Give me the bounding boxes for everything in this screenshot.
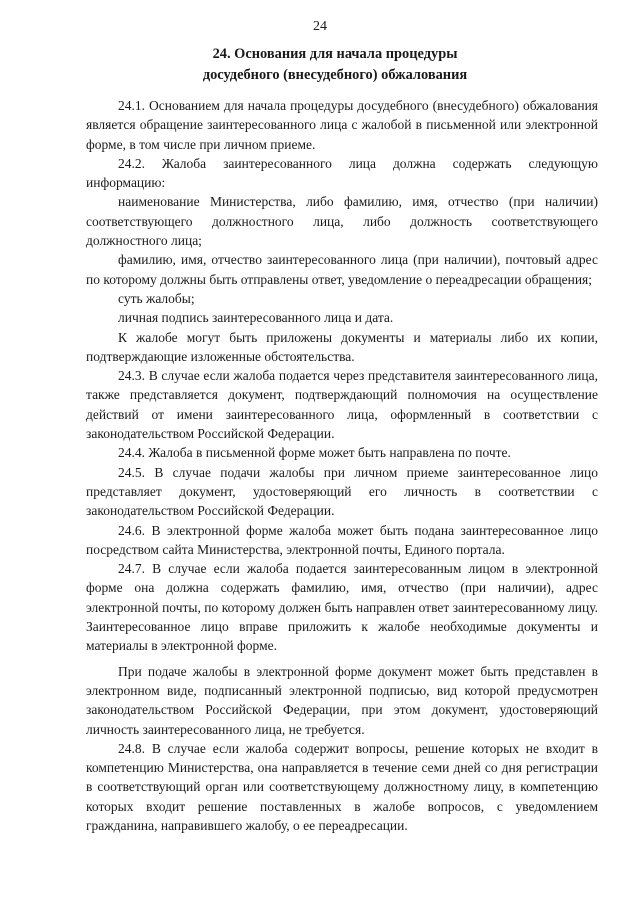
list-item-signature-date: личная подпись заинтересованного лица и дата. xyxy=(118,310,394,326)
paragraph-24-4: 24.4. Жалоба в письменной форме может быть направлена по почте. xyxy=(118,445,511,461)
paragraph-24-7: 24.7. В случае если жалоба подается заинтересованным лицом в электронной форме она должна содержать фамилию, имя, отчество (при наличии), адрес электронной почты, по которому должен быть направлен ответ заинтересованному лицу. Заинтересованное лицо вправе приложить к жалобе необходимые документы и материалы в электронной форме. xyxy=(86,561,598,654)
paragraph-electronic-submission: При подаче жалобы в электронной форме документ может быть представлен в электронном виде, подписанный электронной подписью, вид которой предусмотрен законодательством Российской Федерации, при этом документ, удостоверяющий личность заинтересованного лица, не требуется. xyxy=(86,663,598,737)
section-title xyxy=(80,44,590,86)
paragraph-24-6: 24.6. В электронной форме жалоба может быть подана заинтересованное лицо посредством сайта Министерства, электронной почты, Единого портала. xyxy=(86,522,598,557)
list-item-ministry-name: наименование Министерства, либо фамилию, имя, отчество (при наличии) соответствующего должностного лица, либо должность соответствующего должностного лица; xyxy=(86,194,598,249)
section-title-line-1: 24. Основания для начала процедуры xyxy=(212,46,458,62)
list-item-applicant-name: фамилию, имя, отчество заинтересованного лица (при наличии), почтовый адрес по которому должны быть отправлены ответ, уведомление о переадресации обращения; xyxy=(86,252,598,287)
list-item-complaint-essence: суть жалобы; xyxy=(118,290,195,306)
section-title-line-2: досудебного (внесудебного) обжалования xyxy=(202,67,468,83)
paragraph-24-8: 24.8. В случае если жалоба содержит вопросы, решение которых не входит в компетенцию Министерства, она направляется в течение семи дней со дня регистрации в соответствующий орган или соответствующему должностному лицу, в компетенцию которых входит решение поставленных в жалобе вопросов, с уведомлением гражданина, направившего жалобу, о ее переадресации. xyxy=(86,740,598,833)
paragraph-24-5: 24.5. В случае подачи жалобы при личном приеме заинтересованное лицо представляет документ, удостоверяющий его личность в соответствии с законодательством Российской Федерации. xyxy=(86,464,598,519)
paragraph-24-2: 24.2. Жалоба заинтересованного лица должна содержать следующую информацию: xyxy=(86,155,598,191)
paragraph-24-3: 24.3. В случае если жалоба подается через представителя заинтересованного лица, также представляется документ, подтверждающий полномочия на осуществление действий от имени заинтересованного лица, оформленный в соответствии с законодательством Российской Федерации. xyxy=(86,368,598,442)
document-body xyxy=(86,96,598,835)
paragraph-24-1: 24.1. Основанием для начала процедуры досудебного (внесудебного) обжалования является обращение заинтересованного лица с жалобой в письменной или электронной форме, в том числе при личном приеме. xyxy=(86,98,598,152)
page-number: 24 xyxy=(313,19,327,34)
paragraph-attachments: К жалобе могут быть приложены документы и материалы либо их копии, подтверждающие изложенные обстоятельства. xyxy=(86,329,598,364)
